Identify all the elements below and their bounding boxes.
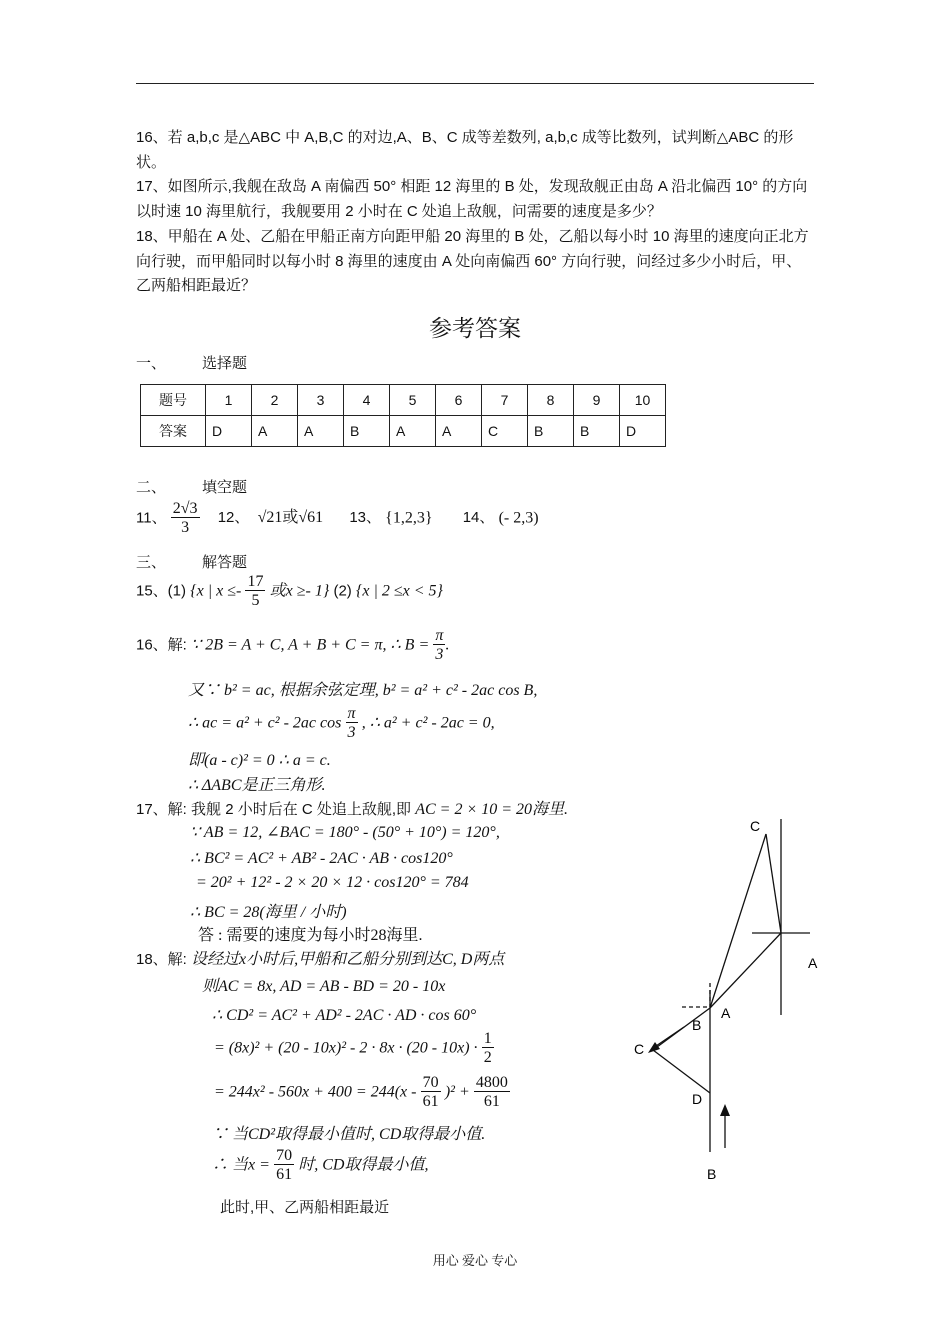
section-label: 选择题: [202, 355, 248, 372]
fraction: [433, 628, 445, 663]
fraction-denominator: 61: [483, 1093, 500, 1110]
fraction: [474, 1075, 510, 1110]
fraction-numerator: 2√3: [172, 500, 198, 517]
segment-cb: [710, 834, 766, 1008]
table-cell: B: [344, 416, 390, 447]
fraction-denominator: 3: [435, 646, 444, 663]
answer-table: [140, 384, 666, 447]
math-text: , ∴ a² + c² - 2ac = 0,: [361, 714, 495, 732]
table-cell: 4: [344, 385, 390, 416]
answer-15-part1-left: {x | x ≤-: [190, 582, 242, 600]
math-text: AC = 2 × 10 = 20海里.: [415, 801, 569, 818]
table-cell: A: [436, 416, 482, 447]
fraction: [421, 1075, 441, 1110]
answer-17-line-6: 答 : 需要的速度为每小时28海里.: [198, 927, 423, 944]
table-cell: B: [528, 416, 574, 447]
figure2-label-a: A: [721, 1005, 731, 1021]
answer-15: [136, 574, 443, 609]
figure1-label-b: B: [692, 1017, 702, 1033]
figure2-label-d: D: [692, 1091, 703, 1107]
math-text: ∵ 2B = A + C, A + B + C = π, ∴ B =: [191, 636, 430, 654]
section-number: 一、: [136, 355, 167, 372]
table-cell: 3: [298, 385, 344, 416]
figure1-label-a: A: [808, 955, 818, 971]
table-cell: 7: [482, 385, 528, 416]
table-cell: 5: [390, 385, 436, 416]
answer-18-line-1: [136, 946, 504, 969]
answer-16-line-1: 16、解: ∵ 2B = A + C, A + B + C = π, ∴ B = $\frac{\pi}{3}$ .: [136, 627, 450, 663]
figure-18: [653, 983, 725, 1152]
answer-13-label: 13、: [349, 509, 381, 527]
geometry-figures: [600, 800, 840, 1200]
math-text: = (8x)² + (20 - 10x)² - 2 · 8x · (20 - 10x) ·: [214, 1039, 478, 1057]
section-number: 三、: [136, 554, 167, 571]
answer-16-line-5: ∴ ΔABC是正三角形.: [188, 777, 326, 794]
answer-15-part2: {x | 2 ≤x < 5}: [355, 582, 443, 600]
answer-16-line-3: [188, 706, 495, 741]
answer-17-label: 17、解:: [136, 801, 187, 818]
fraction-numerator: 1: [483, 1030, 492, 1047]
table-cell: D: [620, 416, 666, 447]
answer-17-line-5: ∴ BC = 28(海里 / 小时): [190, 904, 347, 921]
math-text: 设经过x小时后,甲船和乙船分别到达C, D两点: [191, 951, 505, 968]
answer-13-value: {1,2,3}: [385, 509, 433, 527]
fraction-denominator: 2: [483, 1049, 492, 1066]
table-header-cell: 题号: [141, 385, 206, 416]
fraction-numerator: 4800: [475, 1074, 508, 1091]
answer-14-value: (- 2,3): [498, 509, 539, 527]
answer-18-line-5: [214, 1075, 510, 1110]
header-rule: [136, 83, 814, 84]
table-cell: 1: [206, 385, 252, 416]
table-row: [141, 416, 666, 447]
section-fill: [136, 476, 247, 497]
table-cell: 10: [620, 385, 666, 416]
table-cell: 2: [252, 385, 298, 416]
table-cell: D: [206, 416, 252, 447]
fraction-denominator: 61: [422, 1093, 439, 1110]
question-18: 18、甲船在 A 处、乙船在甲船正南方向距甲船 20 海里的 B 处，乙船以每小时 10 海里的速度向正北方向行驶，而甲船同时以每小时 8 海里的速度由 A 处向南偏西 60° 方向行驶，问经过多少小时后，甲、乙两船相距最近？: [136, 228, 809, 294]
answer-16-label: 16、解:: [136, 636, 187, 654]
answer-15-part1-right: 或x ≥- 1}: [269, 582, 330, 600]
section-label: 解答题: [202, 554, 248, 571]
table-cell: 6: [436, 385, 482, 416]
answer-12-value: √21或√61: [257, 509, 324, 527]
fraction-numerator: 70: [422, 1074, 439, 1091]
answer-15-part2-label: (2): [333, 582, 352, 600]
table-row: [141, 385, 666, 416]
fraction: [346, 706, 358, 741]
question-16: 16、若 a,b,c 是△ABC 中 A,B,C 的对边,A、B、C 成等差数列, a,b,c 成等比数列，试判断△ABC 的形状。: [136, 129, 794, 171]
fraction: [274, 1148, 294, 1183]
fraction-denominator: 61: [276, 1166, 293, 1183]
section-solve: [136, 551, 247, 572]
answer-18-line-7: [212, 1148, 428, 1183]
question-17: 17、如图所示,我舰在敌岛 A 南偏西 50° 相距 12 海里的 B 处，发现敌舰正由岛 A 沿北偏西 10° 的方向以时速 10 海里航行，我舰要用 2 小时在 C 处追上敌舰，问需要的速度是多少？: [136, 178, 808, 220]
table-header-cell: 答案: [141, 416, 206, 447]
fill-answers: [136, 501, 539, 536]
fraction-numerator: 70: [276, 1147, 293, 1164]
fraction-numerator: π: [347, 705, 356, 722]
fraction-numerator: 17: [247, 573, 264, 590]
answer-18-line-4: [214, 1031, 494, 1066]
answer-11-fraction: [171, 501, 200, 536]
answer-18-line-3: ∴ CD² = AC² + AD² - 2AC · AD · cos 60°: [212, 1007, 477, 1024]
answer-15-label: 15、(1): [136, 582, 187, 600]
fraction: [482, 1031, 494, 1066]
fraction-numerator: π: [435, 627, 444, 644]
answer-18-line-2: 则AC = 8x, AD = AB - BD = 20 - 10x: [202, 978, 446, 995]
table-cell: A: [298, 416, 344, 447]
answer-title: 参考答案: [429, 316, 521, 341]
answer-17-line-1: [136, 796, 568, 819]
answer-18-line-8: 此时,甲、乙两船相距最近: [220, 1199, 390, 1216]
section-number: 二、: [136, 479, 167, 496]
figure-17: [710, 819, 810, 1015]
answer-17-text: 我舰 2 小时后在 C 处追上敌舰,即: [191, 801, 412, 818]
answer-17-line-3: ∴ BC² = AC² + AB² - 2AC · AB · cos120°: [190, 850, 453, 867]
segment-ba: [710, 933, 781, 1008]
segment-ca: [766, 834, 781, 933]
answer-16-line-2: 又∵ b² = ac, 根据余弦定理, b² = a² + c² - 2ac cos B,: [188, 682, 538, 699]
table-cell: C: [482, 416, 528, 447]
math-text: = 244x² - 560x + 400 = 244(x -: [214, 1083, 417, 1101]
page-footer: 用心 爱心 专心: [432, 1253, 518, 1268]
answer-11-label: 11、: [136, 509, 167, 527]
answer-18-line-6: ∵ 当CD²取得最小值时, CD取得最小值.: [212, 1126, 486, 1143]
answer-18-label: 18、解:: [136, 951, 187, 968]
figure2-label-b: B: [707, 1166, 717, 1182]
table-cell: 8: [528, 385, 574, 416]
answer-17-line-2: ∵ AB = 12, ∠BAC = 180° - (50° + 10°) = 120°,: [190, 824, 500, 841]
math-text: )² +: [444, 1083, 470, 1101]
answer-15-fraction: [245, 574, 265, 609]
figure2-label-c: C: [634, 1041, 645, 1057]
answer-17-line-4: = 20² + 12² - 2 × 20 × 12 · cos120° = 784: [196, 874, 469, 891]
table-cell: A: [390, 416, 436, 447]
table-cell: B: [574, 416, 620, 447]
math-text: ∴ 当x =: [212, 1156, 270, 1174]
math-text: ∴ ac = a² + c² - 2ac cos: [188, 714, 342, 732]
segment-cd: [653, 1050, 710, 1093]
answer-12-label: 12、: [217, 509, 250, 527]
table-cell: 9: [574, 385, 620, 416]
answer-16-line-4: 即(a - c)² = 0 ∴ a = c.: [188, 752, 331, 769]
arrow-southwest-shaft: [656, 1027, 684, 1046]
math-text: 时, CD取得最小值,: [298, 1156, 429, 1174]
section-label: 填空题: [202, 479, 248, 496]
fraction-denominator: 3: [347, 724, 356, 741]
arrow-up-icon: [720, 1104, 730, 1116]
section-choice: [136, 352, 247, 373]
figure1-label-c: C: [750, 818, 761, 834]
fraction-denominator: 5: [251, 592, 260, 609]
table-cell: A: [252, 416, 298, 447]
answer-14-label: 14、: [462, 509, 495, 527]
fraction-denominator: 3: [181, 519, 190, 536]
